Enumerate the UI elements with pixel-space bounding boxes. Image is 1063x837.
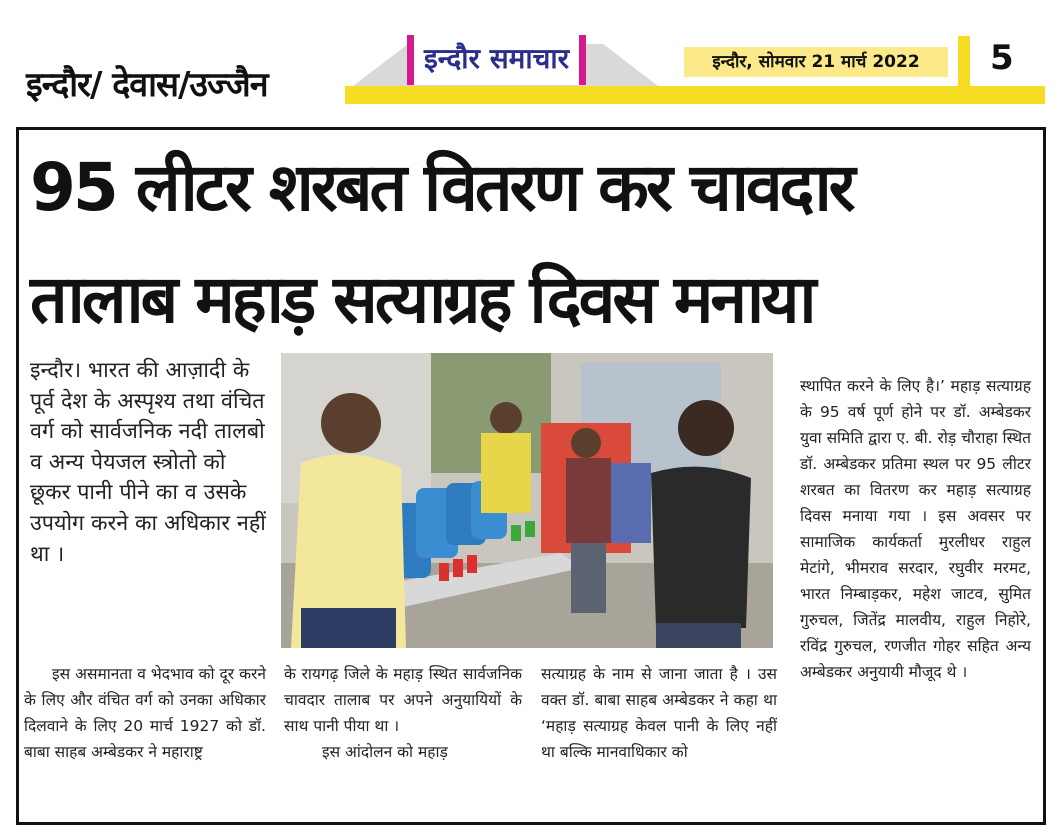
masthead: [0, 0, 1063, 118]
masthead-yellow-tab: [958, 36, 970, 104]
body-paragraph: के रायगढ़ जिले के महाड़ स्थित सार्वजनिक चावदार तालाब पर अपने अनुयायियों के साथ पानी पीया था ।: [284, 665, 522, 735]
lede-paragraph: इन्दौर। भारत की आज़ादी के पूर्व देश के अस्पृश्य तथा वंचित वर्ग को सार्वजनिक नदी तालबो व अन्य पेयजल स्त्रोतो को छूकर पानी पीने का व उसके उपयोग करने का अधिकार नहीं था ।: [30, 358, 266, 567]
edition-cities: इन्दौर/ देवास/उज्जैन: [26, 65, 268, 105]
news-photo: [281, 353, 773, 648]
masthead-yellow-bar: [345, 86, 1045, 104]
body-paragraph: इस आंदोलन को महाड़: [322, 743, 448, 761]
headline-line-2: तालाब महाड़ सत्याग्रह दिवस मनाया: [30, 261, 814, 338]
body-column-4: [800, 373, 1031, 685]
body-paragraph: स्थापित करने के लिए है।’ महाड़ सत्याग्रह के 95 वर्ष पूर्ण होने पर डॉ. अम्बेडकर युवा समिति द्वारा ए. बी. रोड़ चौराहा स्थित डॉ. अम्बेडकर प्रतिमा स्थल पर 95 लीटर शरबत का वितरण कर महाड़ सत्याग्रह दिवस मनाया गया । इस अवसर पर सामाजिक कार्यकर्ता मुरलीधर राहुल मेटांगे, भीमराव सरदार, रघुवीर मरमट, भारत निम्बाड़कर, महेश जाटव, सुमित गुरुचल, जितेंद्र मालवीय, राहुल निहोरे, रविंद्र गुरुचल, रणजीत गोहर सहित अन्य अम्बेडकर अनुयायी मौजूद थे ।: [800, 377, 1031, 681]
body-paragraph: इस असमानता व भेदभाव को दूर करने के लिए और वंचित वर्ग को उनका अधिकार दिलवाने के लिए 20 मार्च 1927 को डॉ. बाबा साहब अम्बेडकर ने महाराष्ट्र: [24, 665, 266, 761]
dateline: इन्दौर, सोमवार 21 मार्च 2022: [684, 47, 948, 77]
body-column-3: [541, 661, 777, 765]
body-column-2: [284, 661, 522, 765]
body-column-1: [24, 661, 266, 765]
page-number: 5: [990, 38, 1014, 78]
body-paragraph: सत्याग्रह के नाम से जाना जाता है । उस वक्त डॉ. बाबा साहब अम्बेडकर ने कहा था ‘महाड़ सत्याग्रह केवल पानी के लिए नहीं था बल्कि मानवाधिकार को: [541, 665, 777, 761]
newspaper-name: इन्दौर समाचार: [407, 35, 586, 85]
headline-line-1: 95 लीटर शरबत वितरण कर चावदार: [30, 149, 853, 226]
